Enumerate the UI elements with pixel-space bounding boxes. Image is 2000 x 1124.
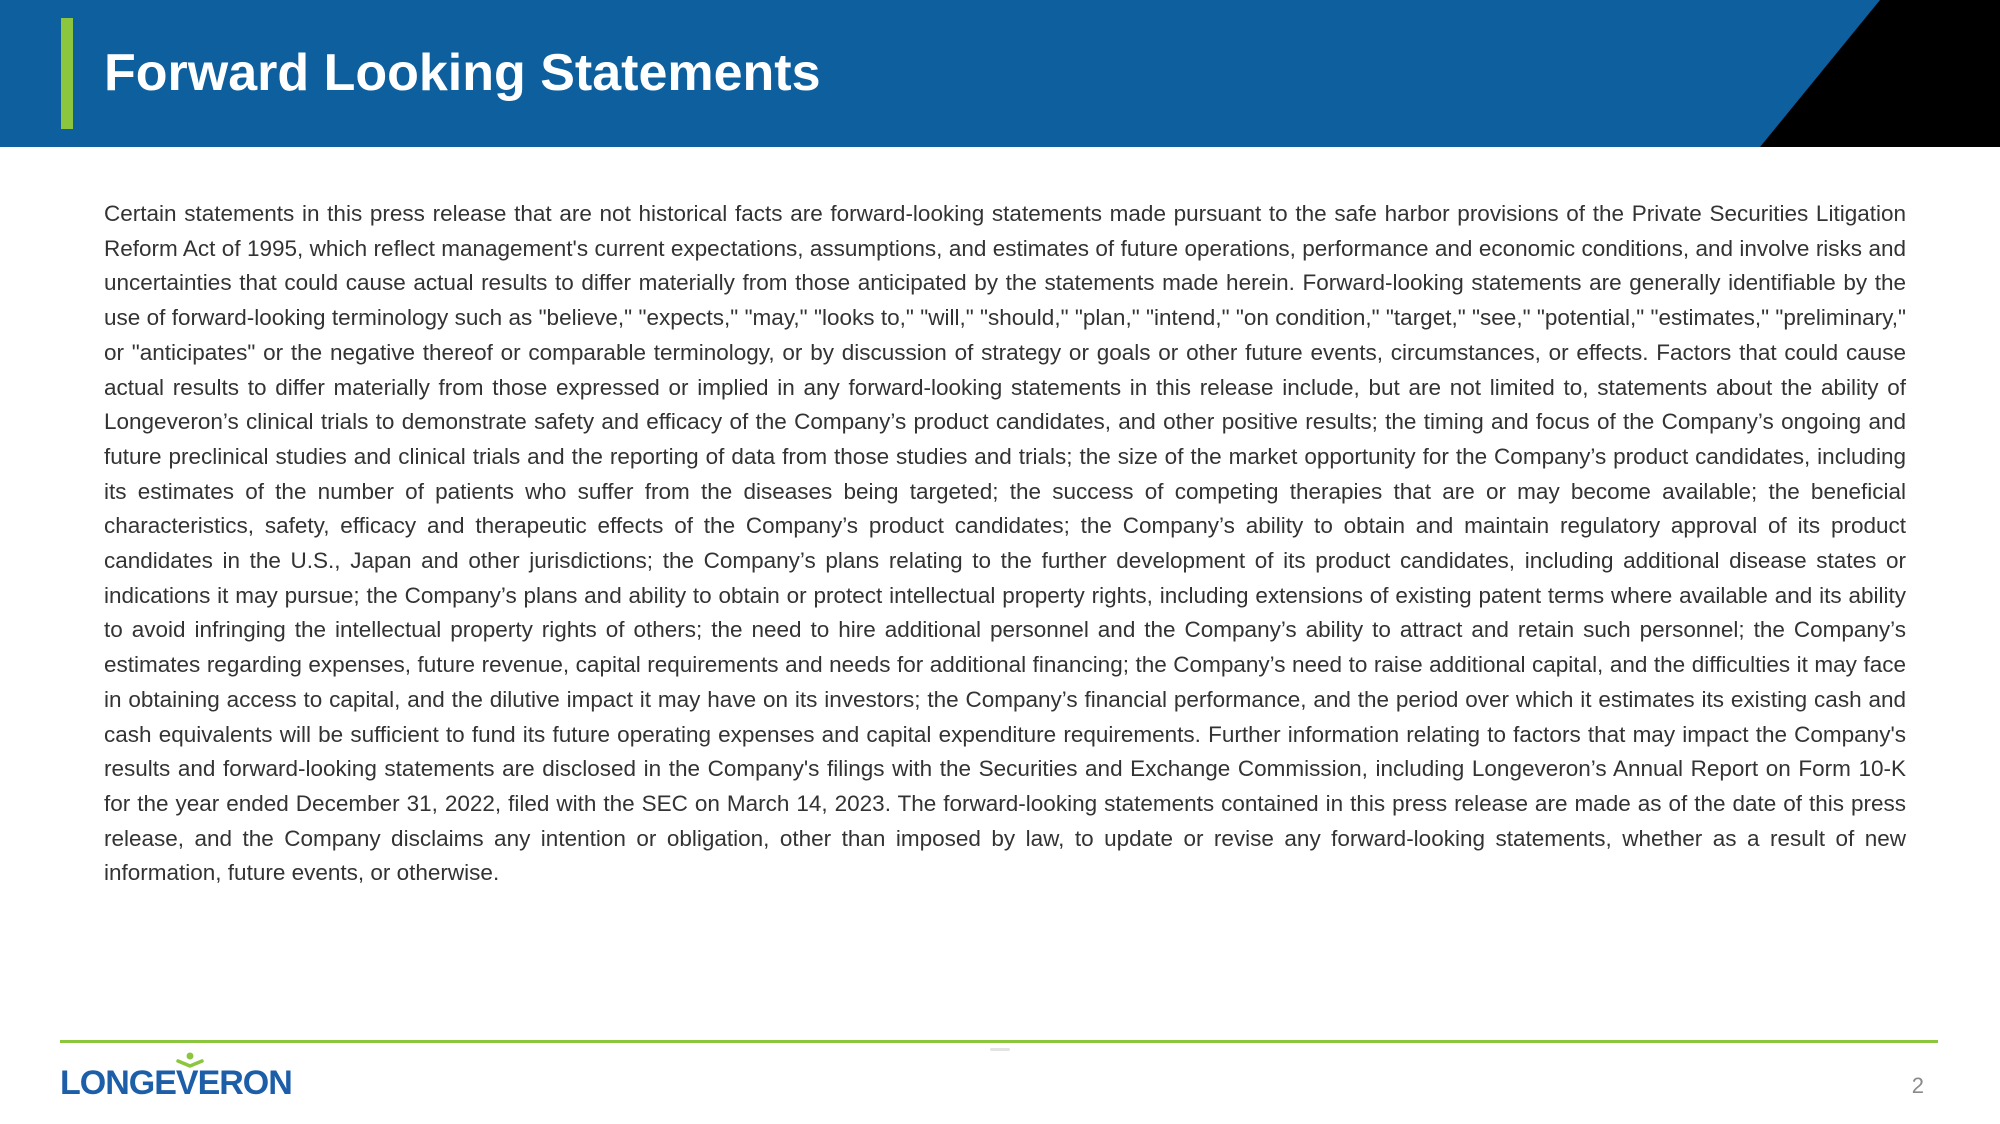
page-number: 2 — [1911, 1073, 1924, 1098]
logo-wordmark: LONGEVERON — [60, 1064, 292, 1102]
page-title: Forward Looking Statements — [104, 44, 821, 102]
title-accent-bar — [61, 18, 73, 129]
person-figure-icon — [175, 1052, 205, 1072]
header-corner-triangle — [1760, 0, 2000, 147]
longeveron-logo — [60, 1052, 300, 1102]
slide-header — [0, 0, 2000, 147]
footer-mark — [990, 1048, 1010, 1051]
footer-divider — [60, 1040, 1938, 1043]
forward-looking-statement-text: Certain statements in this press release that are not historical facts are forward-looking statements made pursuant to the safe harbor provisions of the Private Securities Litigation Reform Act of 1995, which reflect management's current expectations, assumptions, and estimates of future operations, performance and economic conditions, and involve risks and uncertainties that could cause actual results to differ materially from those anticipated by the statements made herein. Forward-looking statements are generally identifiable by the use of forward-looking terminology such as "believe," "expects," "may," "looks to," "will," "should," "plan," "intend," "on condition," "target," "see," "potential," "estimates," "preliminary," or "anticipates" or the negative thereof or comparable terminology, or by discussion of strategy or goals or other future events, circumstances, or effects. Factors that could cause actual results to differ materially from those expressed or implied in any forward-looking statements in this release include, but are not limited to, statements about the ability of Longeveron’s clinical trials to demonstrate safety and efficacy of the Company’s product candidates, and other positive results; the timing and focus of the Company’s ongoing and future preclinical studies and clinical trials and the reporting of data from those studies and trials; the size of the market opportunity for the Company’s product candidates, including its estimates of the number of patients who suffer from the diseases being targeted; the success of competing therapies that are or may become available; the beneficial characteristics, safety, efficacy and therapeutic effects of the Company’s product candidates; the Company’s ability to obtain and maintain regulatory approval of its product candidates in the U.S., Japan and other jurisdictions; the Company’s plans relating to the further development of its product candidates, including additional disease states or indications it may pursue; the Company’s plans and ability to obtain or protect intellectual property rights, including extensions of existing patent terms where available and its ability to avoid infringing the intellectual property rights of others; the need to hire additional personnel and the Company’s ability to attract and retain such personnel; the Company’s estimates regarding expenses, future revenue, capital requirements and needs for additional financing; the Company’s need to raise additional capital, and the difficulties it may face in obtaining access to capital, and the dilutive impact it may have on its investors; the Company’s financial performance, and the period over which it estimates its existing cash and cash equivalents will be sufficient to fund its future operating expenses and capital expenditure requirements. Further information relating to factors that may impact the Company's results and forward-looking statements are disclosed in the Company's filings with the Securities and Exchange Commission, including Longeveron’s Annual Report on Form 10-K for the year ended December 31, 2022, filed with the SEC on March 14, 2023. The forward-looking statements contained in this press release are made as of the date of this press release, and the Company disclaims any intention or obligation, other than imposed by law, to update or revise any forward-looking statements, whether as a result of new information, future events, or otherwise. — [104, 201, 1906, 886]
